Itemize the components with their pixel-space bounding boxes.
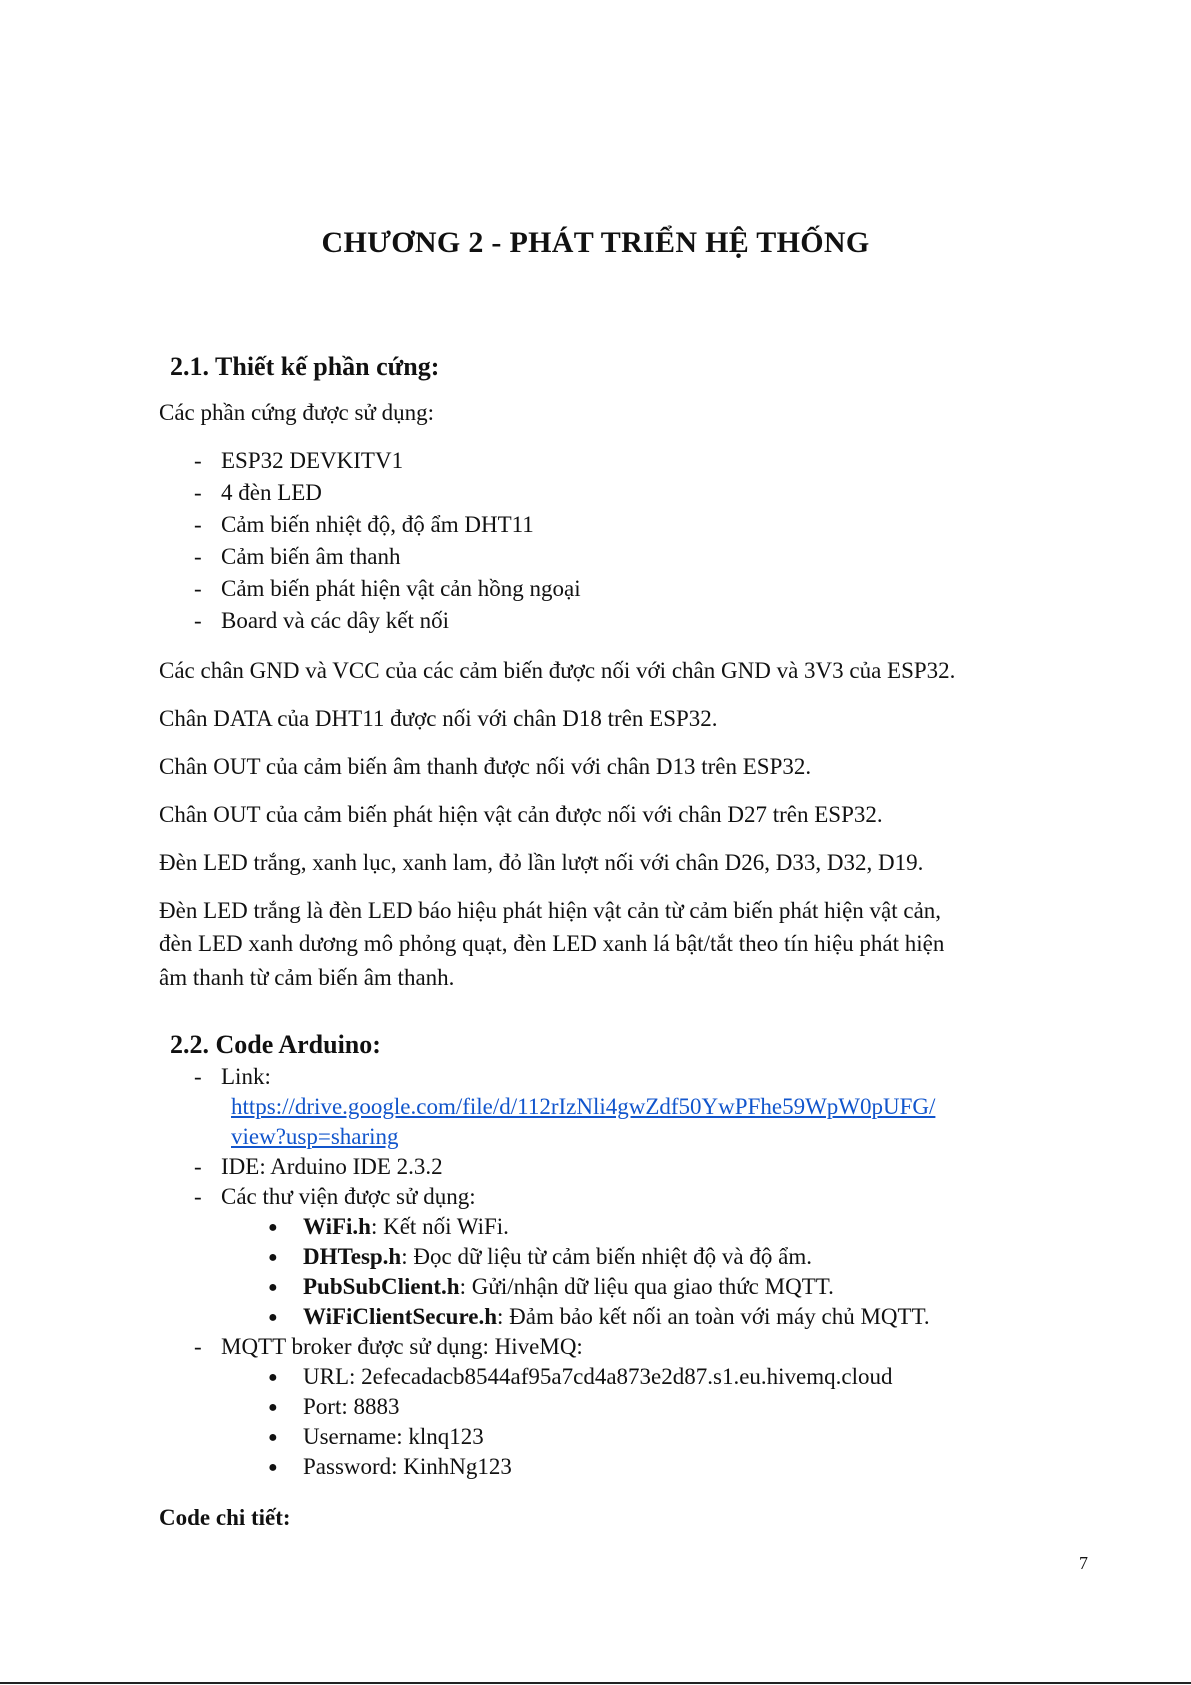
list-dash: -: [194, 1064, 202, 1089]
library-desc: : Đảm bảo kết nối an toàn với máy chủ MQTT.: [497, 1304, 930, 1329]
paragraph: Chân OUT của cảm biến phát hiện vật cản được nối với chân D27 trên ESP32.: [159, 802, 883, 827]
led-paragraph-line: Đèn LED trắng là đèn LED báo hiệu phát hiện vật cản từ cảm biến phát hiện vật cản,: [159, 898, 942, 923]
list-dash: -: [194, 480, 202, 505]
bullet-icon: ●: [268, 1279, 278, 1296]
library-desc: : Kết nối WiFi.: [370, 1214, 509, 1239]
library-desc: : Đọc dữ liệu từ cảm biến nhiệt độ và độ ẩm.: [401, 1244, 812, 1269]
list-dash: -: [194, 608, 202, 633]
section-heading-hardware: 2.1. Thiết kế phần cứng:: [170, 352, 440, 381]
list-dash: -: [194, 448, 202, 473]
list-item: Cảm biến âm thanh: [221, 544, 401, 569]
list-item: Cảm biến nhiệt độ, độ ẩm DHT11: [221, 512, 534, 537]
bullet-icon: ●: [268, 1429, 278, 1446]
link-label: Link:: [221, 1064, 271, 1089]
bullet-icon: ●: [268, 1369, 278, 1386]
list-item: 4 đèn LED: [221, 480, 322, 505]
library-item: [303, 1274, 834, 1300]
list-dash: -: [194, 512, 202, 537]
list-item: Board và các dây kết nối: [221, 608, 449, 633]
broker-item: Password: KinhNg123: [303, 1454, 512, 1479]
bullet-icon: ●: [268, 1249, 278, 1266]
list-item: Cảm biến phát hiện vật cản hồng ngoại: [221, 576, 581, 601]
broker-item: URL: 2efecadacb8544af95a7cd4a873e2d87.s1.eu.hivemq.cloud: [303, 1364, 893, 1389]
list-dash: -: [194, 1154, 202, 1179]
list-item: ESP32 DEVKITV1: [221, 448, 404, 473]
paragraph: Đèn LED trắng, xanh lục, xanh lam, đỏ lần lượt nối với chân D26, D33, D32, D19.: [159, 850, 924, 875]
library-name: WiFi.h: [303, 1214, 371, 1239]
paragraph: Chân OUT của cảm biến âm thanh được nối với chân D13 trên ESP32.: [159, 754, 812, 779]
broker-item: Port: 8883: [303, 1394, 400, 1419]
paragraph: Các chân GND và VCC của các cảm biến được nối với chân GND và 3V3 của ESP32.: [159, 658, 956, 683]
bullet-icon: ●: [268, 1459, 278, 1476]
section-heading-code: 2.2. Code Arduino:: [170, 1030, 381, 1059]
hardware-intro: Các phần cứng được sử dụng:: [159, 400, 435, 425]
list-dash: -: [194, 1184, 202, 1209]
paragraph: Chân DATA của DHT11 được nối với chân D18 trên ESP32.: [159, 706, 718, 731]
page-number: 7: [1079, 1553, 1088, 1573]
library-item: [303, 1214, 509, 1240]
led-paragraph-line: đèn LED xanh dương mô phỏng quạt, đèn LED xanh lá bật/tắt theo tín hiệu phát hiện: [159, 931, 945, 956]
list-dash: -: [194, 1334, 202, 1359]
library-name: WiFiClientSecure.h: [303, 1304, 498, 1329]
chapter-title: CHƯƠNG 2 - PHÁT TRIỂN HỆ THỐNG: [321, 226, 870, 259]
library-item: [303, 1304, 930, 1330]
bullet-icon: ●: [268, 1219, 278, 1236]
broker-item: Username: klnq123: [303, 1424, 484, 1449]
bullet-icon: ●: [268, 1399, 278, 1416]
bullet-icon: ●: [268, 1309, 278, 1326]
page-bottom-divider: [0, 1682, 1191, 1684]
list-dash: -: [194, 544, 202, 569]
broker-label: MQTT broker được sử dụng: HiveMQ:: [221, 1334, 583, 1359]
libraries-label: Các thư viện được sử dụng:: [221, 1184, 476, 1209]
drive-link[interactable]: https://drive.google.com/file/d/112rIzNli4gwZdf50YwPFhe59WpW0pUFG/: [231, 1094, 936, 1119]
drive-link-continuation[interactable]: view?usp=sharing: [231, 1124, 399, 1149]
library-desc: : Gửi/nhận dữ liệu qua giao thức MQTT.: [459, 1274, 834, 1299]
list-dash: -: [194, 576, 202, 601]
ide-info: IDE: Arduino IDE 2.3.2: [221, 1154, 443, 1179]
led-paragraph-line: âm thanh từ cảm biến âm thanh.: [159, 965, 455, 990]
library-name: DHTesp.h: [303, 1244, 402, 1269]
library-item: [303, 1244, 812, 1270]
library-name: PubSubClient.h: [303, 1274, 460, 1299]
code-detail-heading: Code chi tiết:: [159, 1505, 291, 1530]
